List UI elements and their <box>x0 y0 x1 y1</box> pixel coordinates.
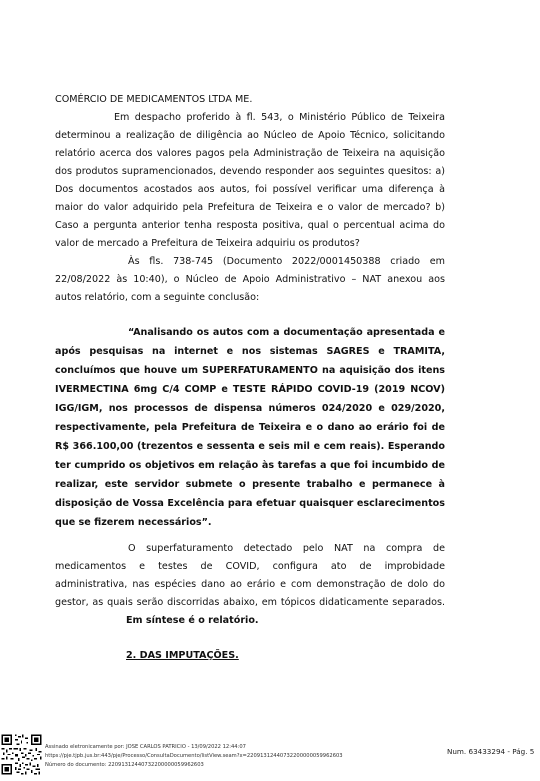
quote-line: IGG/IGM, nos processos de dispensa números 024/2020 e 029/2020, <box>55 403 445 414</box>
quote-line: respectivamente, pela Prefeitura de Teixeira e o dano ao erário foi de <box>55 422 445 433</box>
quote-line: concluímos que houve um SUPERFATURAMENTO na aquisição dos itens <box>55 365 445 376</box>
document-url[interactable]: https://pje.tjpb.jus.br:443/pje/Processo/ConsultaDocumento/listView.seam?x=22091312440732200000059962603 <box>45 753 343 759</box>
despacho-line: determinou a realização de diligência ao Núcleo de Apoio Técnico, solicitando <box>55 130 445 141</box>
despacho-line: valor de mercado a Prefeitura de Teixeira adquiriu os produtos? <box>55 238 360 249</box>
superfaturamento-line: O superfaturamento detectado pelo NAT na compra de <box>128 543 445 554</box>
despacho-line: Caso a pergunta anterior tenha resposta positiva, qual o percentual acima do <box>55 220 445 231</box>
intro-line: COMÉRCIO DE MEDICAMENTOS LTDA ME. <box>55 94 253 105</box>
quote-line: R$ 366.100,00 (trezentos e sessenta e seis mil e cem reais). Esperando <box>55 441 445 452</box>
quote-line: que se fizerem necessários”. <box>55 517 212 528</box>
despacho-line: relatório acerca dos valores pagos pela Administração de Teixeira na aquisição <box>55 148 445 159</box>
superfaturamento-line: administrativa, nas espécies dano ao erário e com demonstração de dolo do <box>55 579 445 590</box>
section-heading: 2. DAS IMPUTAÇÕES. <box>126 650 239 661</box>
document-number: Número do documento: 22091312440732200000059962603 <box>45 762 204 768</box>
quote-line: após pesquisas na internet e nos sistemas SAGRES e TRAMITA, <box>55 346 445 357</box>
page-reference: Num. 63433294 - Pág. 5 <box>447 747 535 756</box>
despacho-line: maior do valor adquirido pela Prefeitura de Teixeira e o valor de mercado? b) <box>55 202 445 213</box>
superfaturamento-line: medicamentos e testes de COVID, configura ato de improbidade <box>55 561 445 572</box>
signature-line: Assinado eletronicamente por: JOSE CARLOS PATRICIO - 13/09/2022 12:44:07 <box>45 744 246 750</box>
fls-line: autos relatório, com a seguinte conclusão: <box>55 292 260 303</box>
despacho-line: dos produtos supramencionados, devendo responder aos seguintes quesitos: a) <box>55 166 445 177</box>
qr-code-icon <box>0 733 43 776</box>
quote-line: “Analisando os autos com a documentação apresentada e <box>128 327 445 338</box>
quote-line: disposição de Vossa Excelência para efetuar quaisquer esclarecimentos <box>55 498 445 509</box>
quote-line: IVERMECTINA 6mg C/4 COMP e TESTE RÁPIDO COVID-19 (2019 NCOV) <box>55 384 445 395</box>
despacho-line: Dos documentos acostados aos autos, foi possível verificar uma diferença à <box>55 184 445 195</box>
quote-line: realizar, este servidor submete o presente trabalho e permanece à <box>55 479 445 490</box>
despacho-line: Em despacho proferido à fl. 543, o Ministério Público de Teixeira <box>114 112 445 123</box>
fls-line: 22/08/2022 às 10:40), o Núcleo de Apoio Administrativo – NAT anexou aos <box>55 274 445 285</box>
sintese-line: Em síntese é o relatório. <box>126 615 259 626</box>
fls-line: Às fls. 738-745 (Documento 2022/0001450388 criado em <box>128 256 445 267</box>
quote-line: ter cumprido os objetivos em relação às tarefas a que foi incumbido de <box>55 460 445 471</box>
superfaturamento-line: gestor, as quais serão discorridas abaixo, em tópicos didaticamente separados. <box>55 597 445 608</box>
